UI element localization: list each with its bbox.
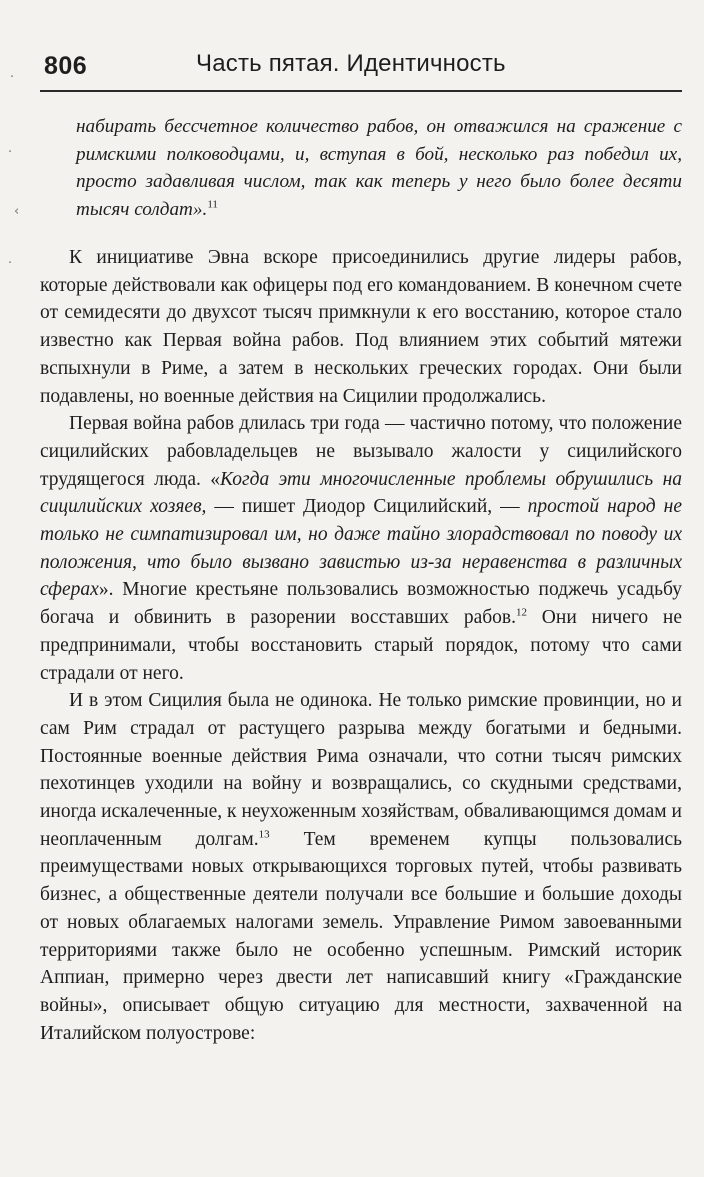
block-quote bbox=[76, 113, 682, 224]
body-text bbox=[40, 244, 682, 1047]
p2-text-a: Первая война рабов длилась три года — частично потому, что положение сицилийских рабовладельцев не вызывало жалости у сицилийского трудящегося люда. « bbox=[40, 413, 682, 490]
p3-text-a: И в этом Сицилия была не одинока. Не только римские провинции, но и сам Рим страдал от растущего разрыва между богатыми и бедными. Постоянные военные действия Рима означали, что сотни тысяч римских пехотинцев уходили на войну и возвращались, со скудными средствами, иногда искалеченные, к неухоженным хозяйствам, обваливающимся домам и неоплаченным долгам. bbox=[40, 690, 682, 850]
margin-speck-3: ‹ bbox=[14, 204, 20, 219]
p2-quote-b: простой народ не только не симпатизировал им, но даже тайно злорадствовал по поводу их положения, что было вызвано завистью из-за неравенства в различных сферах bbox=[40, 496, 682, 601]
page-header bbox=[40, 46, 680, 88]
p2-text-e: ». Многие крестьяне пользовались возможностью поджечь усадьбу богача и обвинить в разорении восставших рабов. bbox=[40, 579, 682, 629]
paragraph-2 bbox=[40, 410, 682, 687]
footnote-ref-13: 13 bbox=[258, 828, 270, 841]
p2-text-c: — пишет Диодор Сицилийский, — bbox=[206, 496, 528, 518]
page-number: 806 bbox=[44, 52, 88, 80]
footnote-ref-12: 12 bbox=[516, 606, 528, 619]
paragraph-1: К инициативе Эвна вскоре присоединились другие лидеры рабов, которые действовали как офицеры под его командованием. В конечном счете от семидесяти до двухсот тысяч примкнули к его восстанию, которое стало известно как Первая война рабов. Под влиянием этих событий мятежи вспыхнули в Риме, а затем в нескольких греческих городах. Они были подавлены, но военные действия на Сицилии продолжались. bbox=[40, 247, 682, 407]
quote-text: набирать бессчетное количество рабов, он отважился на сражение с римскими полководцами, и, вступая в бой, несколько раз победил их, просто задавливая числом, так как теперь у него было более десяти тысяч солдат». bbox=[76, 116, 682, 221]
running-head: Часть пятая. Идентичность bbox=[196, 50, 506, 77]
header-rule bbox=[40, 90, 682, 92]
margin-speck-1: · bbox=[10, 70, 15, 85]
footnote-ref-11: 11 bbox=[207, 198, 218, 211]
margin-speck-4: · bbox=[8, 256, 13, 271]
p3-text-b: Тем временем купцы пользовались преимуществами новых открывающихся торговых путей, чтобы развивать бизнес, а общественные деятели получали все большие и большие доходы от новых облагаемых налогами земель. Управление Римом завоеванными территориями также было не особенно успешным. Римский историк Аппиан, примерно через двести лет написавший книгу «Гражданские войны», описывает общую ситуацию для местности, захваченной на Италийском полуострове: bbox=[40, 828, 682, 1044]
paragraph-3 bbox=[40, 687, 682, 1047]
margin-speck-2: · bbox=[8, 145, 13, 160]
p2-text-f: Они ничего не предпринимали, чтобы восстановить старый порядок, потому что сами страдали от него. bbox=[40, 607, 683, 684]
p2-quote-a: Когда эти многочисленные проблемы обрушились на сицилийских хозяев, bbox=[40, 468, 682, 518]
